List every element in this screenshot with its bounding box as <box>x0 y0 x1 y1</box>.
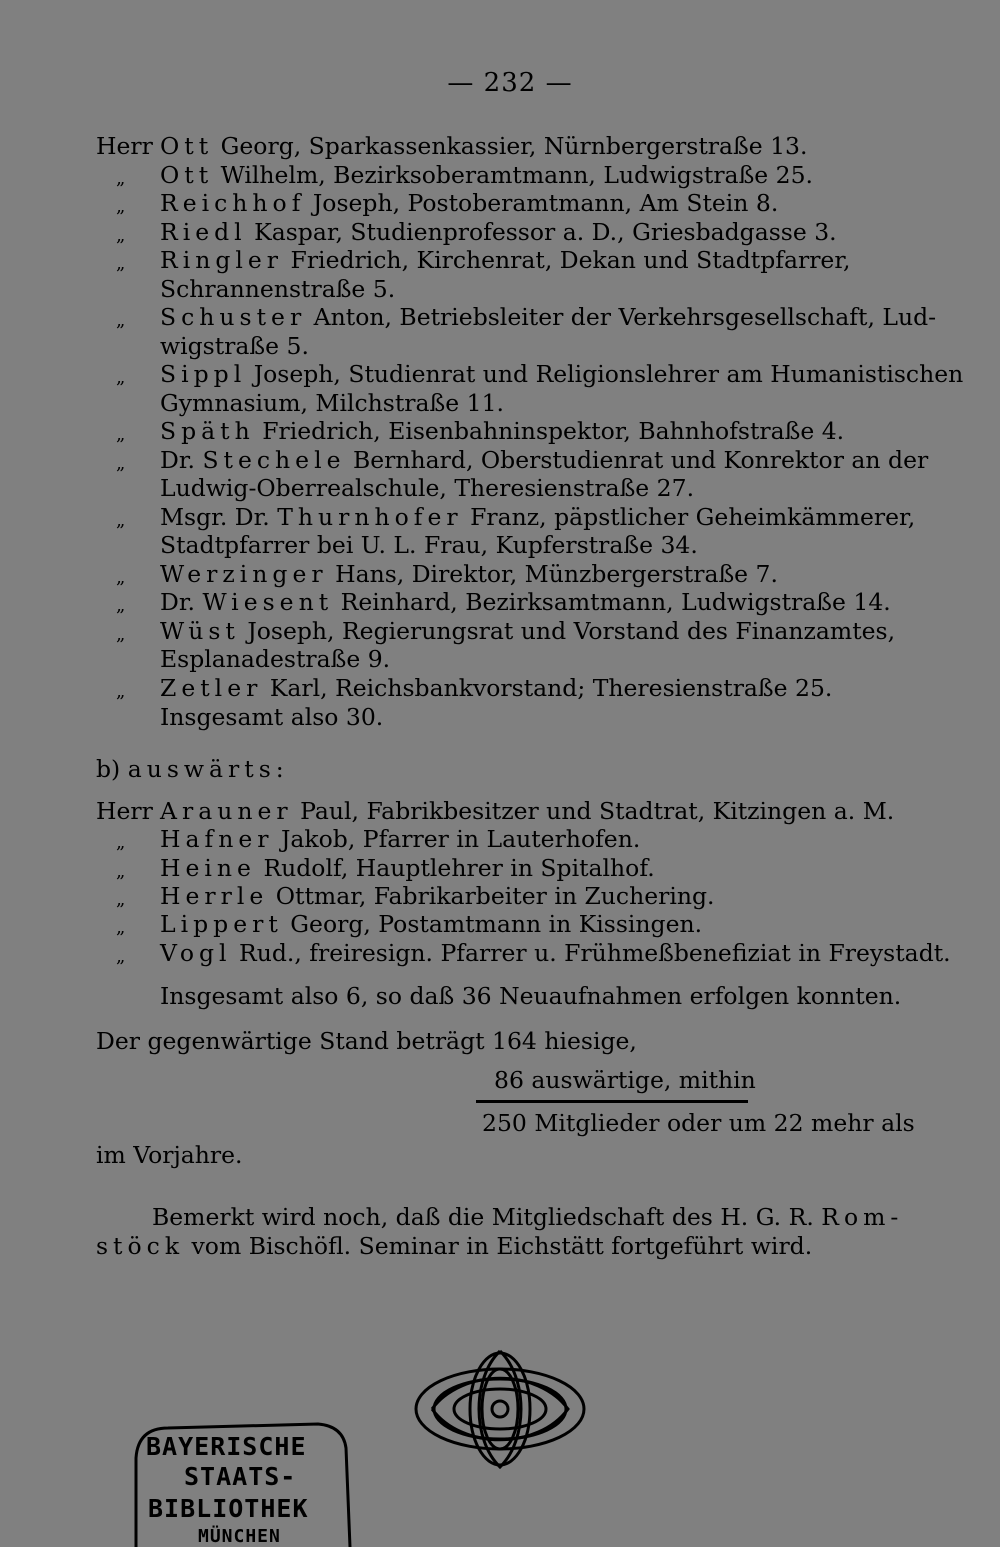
member-surname: Lippert <box>160 910 283 939</box>
member-entry-continuation: Gymnasium, Milchstraße 11. <box>160 388 504 417</box>
member-surname: Arauner <box>160 797 293 825</box>
stamp-line1: BAYERISCHE <box>146 1432 307 1461</box>
member-details: Wilhelm, Bezirksoberamtmann, Ludwigstraße 25. <box>213 160 814 189</box>
entry-prefix: „ <box>116 310 126 331</box>
entry-prefix: „ <box>116 945 126 967</box>
entry-prefix: „ <box>116 224 126 246</box>
member-surname: Sippl <box>160 360 247 388</box>
member-entry-continuation: Stadtpfarrer bei U. L. Frau, Kupferstraße 34. <box>160 531 698 559</box>
member-details: Hans, Direktor, Münzbergerstraße 7. <box>327 559 778 588</box>
entry-prefix: „ <box>116 680 126 702</box>
member-entry <box>160 417 844 445</box>
member-surname: Heine <box>160 853 256 882</box>
remark-line1 <box>152 1203 903 1231</box>
member-details: Georg, Sparkassenkassier, Nürnbergerstraße 13. <box>213 132 808 160</box>
entry-prefix: „ <box>116 860 126 882</box>
member-details: Kaspar, Studienprofessor a. D., Griesbadgasse 3. <box>246 217 837 246</box>
entry-prefix: „ <box>116 167 126 189</box>
section-letter: b) <box>96 755 128 783</box>
member-details: Friedrich, Eisenbahninspektor, Bahnhofstraße 4. <box>254 417 845 445</box>
member-entry <box>160 939 951 967</box>
member-entry <box>160 360 963 388</box>
member-surname: Späth <box>160 417 255 445</box>
member-entry-continuation: Ludwig-Oberrealschule, Theresienstraße 27. <box>160 474 695 502</box>
remark-text-cont: vom Bischöfl. Seminar in Eichstätt fortgeführt wird. <box>184 1232 813 1260</box>
member-title: Dr. <box>160 588 203 616</box>
member-details: Joseph, Postoberamtmann, Am Stein 8. <box>305 189 779 217</box>
entry-prefix: „ <box>116 832 126 854</box>
member-entry <box>160 588 891 616</box>
entry-prefix: „ <box>116 424 126 445</box>
membership-status-line2: 86 auswärtige, mithin <box>494 1066 756 1094</box>
member-entry <box>160 560 778 588</box>
member-entry <box>160 910 702 938</box>
member-surname: Ott <box>160 160 214 189</box>
member-entry <box>160 797 894 825</box>
membership-status-line3: 250 Mitglieder oder um 22 mehr als <box>482 1109 915 1137</box>
sum-rule <box>476 1100 748 1103</box>
member-surname: Stechele <box>202 445 346 474</box>
remark-text: Bemerkt wird noch, daß die Mitgliedschaft des H. G. R. <box>152 1203 822 1231</box>
member-entry <box>160 246 850 274</box>
member-title: Msgr. Dr. <box>160 502 278 531</box>
ornament-flourish <box>412 1348 588 1470</box>
member-entry <box>160 882 715 910</box>
member-details: Joseph, Regierungsrat und Vorstand des Finanzamtes, <box>239 616 896 645</box>
member-surname: Wiesent <box>202 588 334 616</box>
member-entry <box>160 303 936 331</box>
member-title: Dr. <box>160 445 203 474</box>
member-details: Franz, päpstlicher Geheimkämmerer, <box>462 502 916 531</box>
member-entry <box>160 503 915 531</box>
member-surname: Herrle <box>160 881 269 910</box>
member-entry-continuation: Schrannenstraße 5. <box>160 274 396 303</box>
member-details: Reinhard, Bezirksamtmann, Ludwigstraße 14. <box>333 588 891 616</box>
member-details: Anton, Betriebsleiter der Verkehrsgesellschaft, Lud- <box>306 303 937 331</box>
member-surname: Thurnhofer <box>277 502 463 531</box>
member-details: Paul, Fabrikbesitzer und Stadtrat, Kitzingen a. M. <box>292 797 895 825</box>
remark-name: Rom- <box>821 1203 904 1231</box>
entry-prefix: „ <box>116 623 126 645</box>
member-surname: Reichhof <box>160 189 306 217</box>
remark-name-cont: stöck <box>96 1232 185 1260</box>
entry-prefix: „ <box>116 367 126 388</box>
member-details: Friedrich, Kirchenrat, Dekan und Stadtpfarrer, <box>283 246 851 274</box>
member-entry <box>160 218 837 246</box>
member-entry <box>160 446 928 474</box>
entry-prefix: Herr <box>96 132 153 160</box>
member-details: Georg, Postamtmann in Kissingen. <box>282 910 703 939</box>
local-total: Insgesamt also 30. <box>160 703 384 731</box>
member-entry <box>160 854 655 882</box>
section-heading-auswaerts <box>96 755 289 783</box>
member-entry <box>160 161 813 189</box>
member-entry-continuation: wigstraße 5. <box>160 331 309 360</box>
remark-line2 <box>96 1232 812 1260</box>
entry-prefix: „ <box>116 595 126 616</box>
section-title: auswärts: <box>127 755 289 783</box>
page-number: — 232 — <box>447 68 573 98</box>
member-surname: Schuster <box>160 303 307 331</box>
stamp-line2: STAATS- <box>184 1462 297 1491</box>
member-surname: Hafner <box>160 825 274 854</box>
member-entry <box>160 674 832 702</box>
member-surname: Zetler <box>160 673 263 702</box>
member-details: Ottmar, Fabrikarbeiter in Zuchering. <box>268 881 715 910</box>
member-entry <box>160 189 778 217</box>
stamp-line4: MÜNCHEN <box>198 1526 281 1547</box>
member-details: Karl, Reichsbankvorstand; Theresienstraße 25. <box>262 673 833 702</box>
entry-prefix: Herr <box>96 797 153 825</box>
member-details: Rud., freiresign. Pfarrer u. Frühmeßbenefiziat in Freystadt. <box>231 938 951 967</box>
stamp-line3: BIBLIOTHEK <box>148 1494 309 1523</box>
entry-prefix: „ <box>116 253 126 274</box>
member-surname: Wüst <box>160 616 240 645</box>
member-details: Jakob, Pfarrer in Lauterhofen. <box>273 825 641 854</box>
library-stamp <box>128 1418 356 1547</box>
member-details: Bernhard, Oberstudienrat und Konrektor an der <box>345 445 929 474</box>
entry-prefix: „ <box>116 566 126 588</box>
member-details: Joseph, Studienrat und Religionslehrer am Humanistischen <box>246 360 964 388</box>
member-surname: Riedl <box>160 217 247 246</box>
membership-status-line1: Der gegenwärtige Stand beträgt 164 hiesige, <box>96 1027 637 1055</box>
member-surname: Werzinger <box>160 559 328 588</box>
entry-prefix: „ <box>116 509 126 531</box>
member-entry <box>160 617 895 645</box>
entry-prefix: „ <box>116 917 126 939</box>
member-surname: Ott <box>160 132 214 160</box>
entry-prefix: „ <box>116 888 126 910</box>
member-entry-continuation: Esplanadestraße 9. <box>160 645 391 673</box>
member-surname: Vogl <box>160 938 232 967</box>
member-details: Rudolf, Hauptlehrer in Spitalhof. <box>255 853 655 882</box>
member-surname: Ringler <box>160 246 284 274</box>
entry-prefix: „ <box>116 452 126 474</box>
membership-status-line4: im Vorjahre. <box>96 1141 243 1169</box>
entry-prefix: „ <box>116 196 126 217</box>
member-entry <box>160 132 807 160</box>
external-total: Insgesamt also 6, so daß 36 Neuaufnahmen erfolgen konnten. <box>160 982 902 1010</box>
member-entry <box>160 825 640 853</box>
